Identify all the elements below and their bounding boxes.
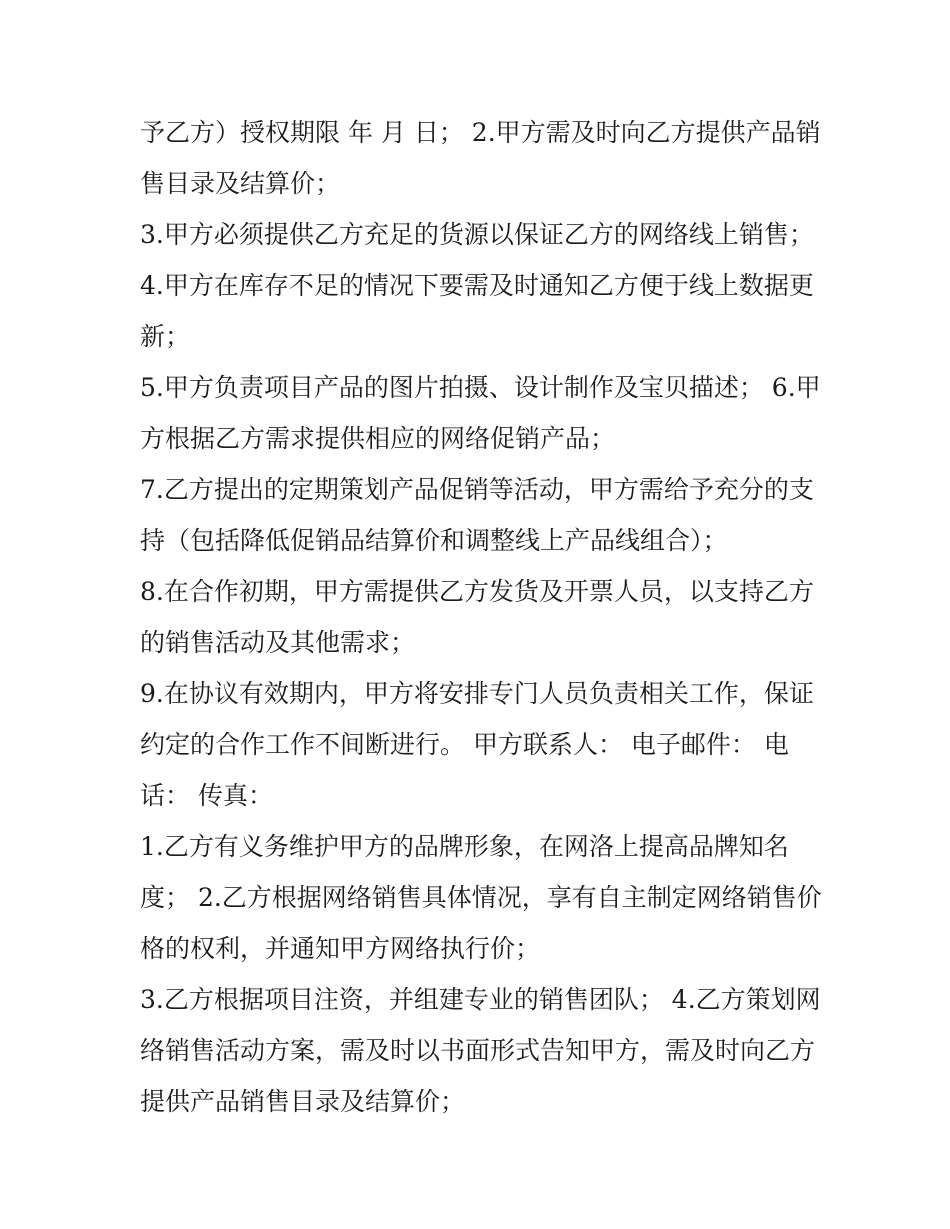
text-line: 予乙方）授权期限 年 月 日； 2.甲方需及时向乙方提供产品销 <box>140 118 821 147</box>
text-line: 8.在合作初期，甲方需提供乙方发货及开票人员，以支持乙方 <box>140 577 814 606</box>
text-line: 约定的合作工作不间断进行。 甲方联系人： 电子邮件： 电 <box>140 730 789 759</box>
text-line: 7.乙方提出的定期策划产品促销等活动，甲方需给予充分的支 <box>140 475 814 504</box>
text-line: 3.甲方必须提供乙方充足的货源以保证乙方的网络线上销售； <box>140 220 814 249</box>
paragraph-clause-9-contacts <box>140 668 820 821</box>
paragraph-authorization-period <box>140 107 820 209</box>
text-line: 格的权利，并通知甲方网络执行价； <box>140 934 541 963</box>
document-body <box>140 107 820 1127</box>
text-line: 持（包括降低促销品结算价和调整线上产品线组合）； <box>140 526 728 555</box>
text-line: 的销售活动及其他需求； <box>140 628 416 657</box>
paragraph-party-b-clause-3-4 <box>140 974 820 1127</box>
text-line: 提供产品销售目录及结算价； <box>140 1087 466 1116</box>
paragraph-clause-3 <box>140 209 820 260</box>
paragraph-clause-7 <box>140 464 820 566</box>
text-line: 1.乙方有义务维护甲方的品牌形象，在网洛上提高品牌知名 <box>140 832 789 861</box>
text-line: 络销售活动方案，需及时以书面形式告知甲方，需及时向乙方 <box>140 1036 816 1065</box>
text-line: 9.在协议有效期内，甲方将安排专门人员负责相关工作，保证 <box>140 679 814 708</box>
text-line: 5.甲方负责项目产品的图片拍摄、设计制作及宝贝描述； 6.甲 <box>140 373 821 402</box>
text-line: 3.乙方根据项目注资，并组建专业的销售团队； 4.乙方策划网 <box>140 985 821 1014</box>
paragraph-clause-4 <box>140 260 820 362</box>
text-line: 售目录及结算价； <box>140 169 341 198</box>
text-line: 4.甲方在库存不足的情况下要需及时通知乙方便于线上数据更 <box>140 271 814 300</box>
text-line: 度； 2.乙方根据网络销售具体情况，享有自主制定网络销售价 <box>140 883 822 912</box>
text-line: 方根据乙方需求提供相应的网络促销产品； <box>140 424 616 453</box>
paragraph-clause-8 <box>140 566 820 668</box>
paragraph-party-b-clause-1-2 <box>140 821 820 974</box>
text-line: 新； <box>140 322 191 351</box>
text-line: 话： 传真： <box>140 781 273 810</box>
paragraph-clause-5-6 <box>140 362 820 464</box>
